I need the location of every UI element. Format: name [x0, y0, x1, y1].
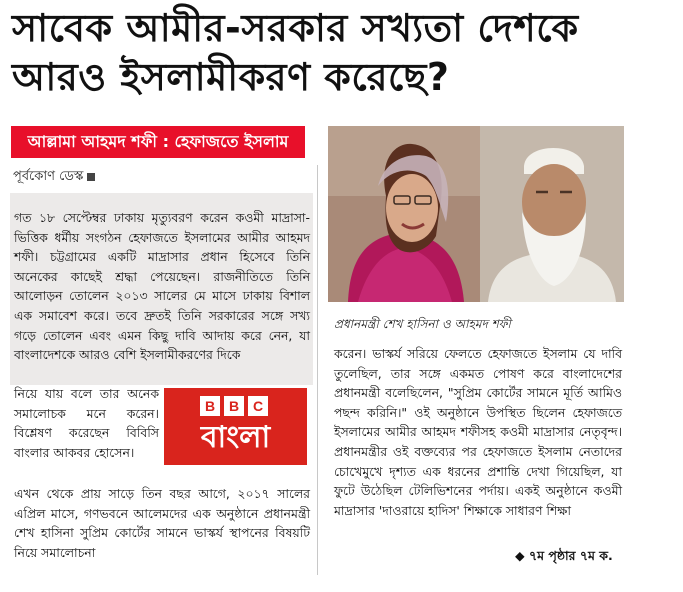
article-lead-paragraph: গত ১৮ সেপ্টেম্বর ঢাকায় মৃত্যুবরণ করেন কওমী মাদ্রাসা-ভিত্তিক ধর্মীয় সংগঠন হেফাজতে ইসলামের আমীর আহমদ শফী। চট্টগ্রামের একটি মাদ্রাসার প্রধান হিসেবে তিনি অনেকের কাছেই শ্রদ্ধা পেয়েছেন। রাজনীতিতে তিনি আলোড়ন তোলেন ২০১৩ সালের মে মাসে ঢাকায় বিশাল এক সমাবেশ করে। তবে দ্রুতই তিনি সরকারের সঙ্গে সখ্য গড়ে তোলেন এবং এমন কিছু দাবি আদায় করে নেন, যা বাংলাদেশকে আরও বেশি ইসলামীকরণের দিকে [14, 210, 310, 363]
headline [12, 4, 672, 102]
photo-pair [328, 126, 624, 302]
photo-sheikh-hasina [328, 126, 480, 302]
portrait-woman-illustration [328, 126, 480, 302]
headline-line-1: সাবেক আমীর-সরকার সখ্যতা দেশকে [12, 6, 579, 50]
article-paragraph-2: এখন থেকে প্রায় সাড়ে তিন বছর আগে, ২০১৭ সালের এপ্রিল মাসে, গণভবনে আলেমদের এক অনুষ্ঠানে প্রধানমন্ত্রী শেখ হাসিনা সুপ্রিম কোর্টের সামনে ভাস্কর্য স্থাপনের বিষয়টি নিয়ে সমালোচনা [14, 486, 310, 560]
photo-ahmad-shafi [480, 126, 624, 302]
bbc-letter: C [248, 396, 268, 416]
column-divider [317, 165, 318, 575]
article-paragraph-3: করেন। ভাস্কর্য সরিয়ে ফেলতে হেফাজতে ইসলাম যে দাবি তুলেছিল, তার সঙ্গে একমত পোষণ করে বাংলাদেশের প্রধানমন্ত্রী বলেছিলেন, "সুপ্রিম কোর্টের সামনে মূর্তি আমিও পছন্দ করিনি।" ওই অনুষ্ঠানে উপস্থিত ছিলেন হেফাজতে ইসলামের আমীর আহমদ শফীসহ কওমী মাদ্রাসার নেতৃবৃন্দ। প্রধানমন্ত্রীর ওই বক্তব্যের পর হেফাজতে ইসলাম নেতাদের চোখেমুখে দৃশ্যত এক ধরনের প্রশান্তি দেখা গিয়েছিল, যা ফুটে উঠেছিল টেলিভিশনের পর্দায়। একই অনুষ্ঠানে কওমী মাদ্রাসার 'দাওরায়ে হাদিস' শিক্ষাকে সাধারণ শিক্ষা [334, 346, 622, 518]
article-lead-paragraph-tail: নিয়ে যায় বলে তার অনেক সমালোচক মনে করেন। বিশ্লেষণ করেছেন বিবিসি বাংলার আকবর হোসেন। [14, 386, 159, 460]
bbc-bangla-logo [164, 388, 307, 465]
bbc-letter: B [200, 396, 220, 416]
bbc-letter: B [224, 396, 244, 416]
continued-label: ৭ম পৃষ্ঠার ৭ম ক. [528, 548, 613, 563]
portrait-man-illustration [480, 126, 624, 302]
bbc-letter-blocks [200, 396, 268, 416]
square-bullet-icon [87, 173, 95, 181]
continued-arrow-icon: ◆ [515, 548, 529, 563]
desk-label: পূর্বকোণ ডেস্ক [13, 169, 84, 184]
bbc-bangla-word: বাংলা [200, 420, 271, 455]
desk-byline [13, 167, 95, 188]
speaker-tag: আল্লামা আহমদ শফী : হেফাজতে ইসলাম [11, 126, 305, 158]
continued-on-page [515, 548, 613, 568]
headline-line-2: আরও ইসলামীকরণ করেছে? [12, 55, 450, 99]
photo-caption: প্রধানমন্ত্রী শেখ হাসিনা ও আহমদ শফী [334, 317, 511, 331]
